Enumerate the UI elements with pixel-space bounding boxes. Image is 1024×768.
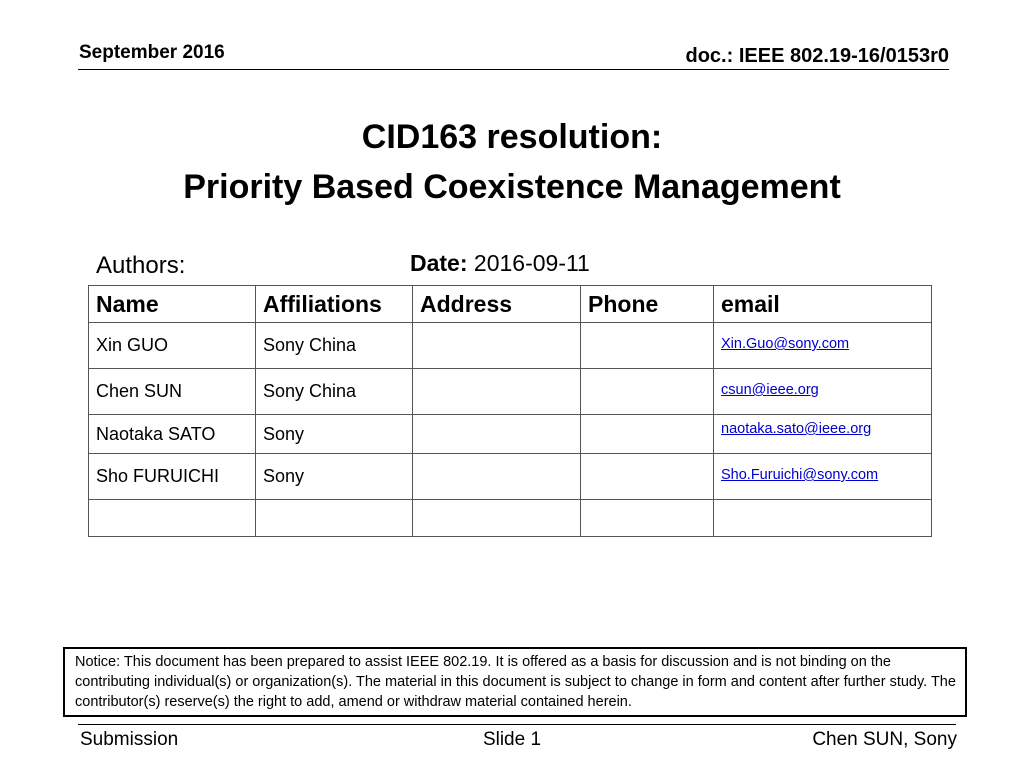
author-affiliation: Sony China (256, 369, 413, 415)
authors-label: Authors: (96, 252, 186, 279)
footer-divider (78, 724, 956, 725)
author-email-link[interactable]: Xin.Guo@sony.com (721, 336, 850, 352)
author-phone (581, 500, 714, 537)
column-header-email: email (714, 286, 932, 323)
author-email-cell (714, 500, 932, 537)
header-doc-id: doc.: IEEE 802.19-16/0153r0 (685, 45, 949, 67)
header-date: September 2016 (79, 42, 225, 63)
author-address (413, 323, 581, 369)
authors-table (88, 285, 932, 537)
date-value: 2016-09-11 (473, 250, 590, 276)
author-address (413, 454, 581, 500)
author-email-cell (714, 415, 932, 454)
footer-author: Chen SUN, Sony (812, 729, 957, 750)
author-phone (581, 323, 714, 369)
author-phone (581, 415, 714, 454)
table-row (89, 369, 932, 415)
author-affiliation: Sony China (256, 323, 413, 369)
author-affiliation: Sony (256, 454, 413, 500)
footer-submission: Submission (80, 729, 179, 750)
author-name (89, 500, 256, 537)
column-header-phone: Phone (581, 286, 714, 323)
author-address (413, 415, 581, 454)
author-email-link[interactable]: csun@ieee.org (721, 382, 819, 398)
author-email-link[interactable]: Sho.Furuichi@sony.com (721, 467, 879, 483)
author-email-cell (714, 369, 932, 415)
table-row-empty (89, 500, 932, 537)
title-line-1: CID163 resolution: (361, 118, 663, 156)
date-line (410, 250, 590, 277)
table-row (89, 415, 932, 454)
table-row (89, 454, 932, 500)
author-name: Xin GUO (89, 323, 256, 369)
author-affiliation: Sony (256, 415, 413, 454)
column-header-address: Address (413, 286, 581, 323)
author-name: Chen SUN (89, 369, 256, 415)
footer-slide-number: Slide 1 (482, 729, 542, 750)
author-email-cell (714, 454, 932, 500)
author-name: Sho FURUICHI (89, 454, 256, 500)
column-header-name: Name (89, 286, 256, 323)
author-phone (581, 454, 714, 500)
author-address (413, 500, 581, 537)
table-header-row (89, 286, 932, 323)
date-label: Date: (410, 250, 468, 276)
notice-box: Notice: This document has been prepared to assist IEEE 802.19. It is offered as a basis for discussion and is not binding on the contributing individual(s) or organization(s). The material in this document is subject to change in form and content after further study. The contributor(s) reserve(s) the right to add, amend or withdraw material contained herein. (63, 647, 967, 717)
header-divider (78, 69, 949, 70)
author-email-cell (714, 323, 932, 369)
author-affiliation (256, 500, 413, 537)
author-email-link[interactable]: naotaka.sato@ieee.org (721, 421, 872, 437)
title-line-2: Priority Based Coexistence Management (183, 168, 841, 206)
author-phone (581, 369, 714, 415)
column-header-affiliations: Affiliations (256, 286, 413, 323)
table-row (89, 323, 932, 369)
slide-title (0, 112, 1024, 212)
author-name: Naotaka SATO (89, 415, 256, 454)
author-address (413, 369, 581, 415)
